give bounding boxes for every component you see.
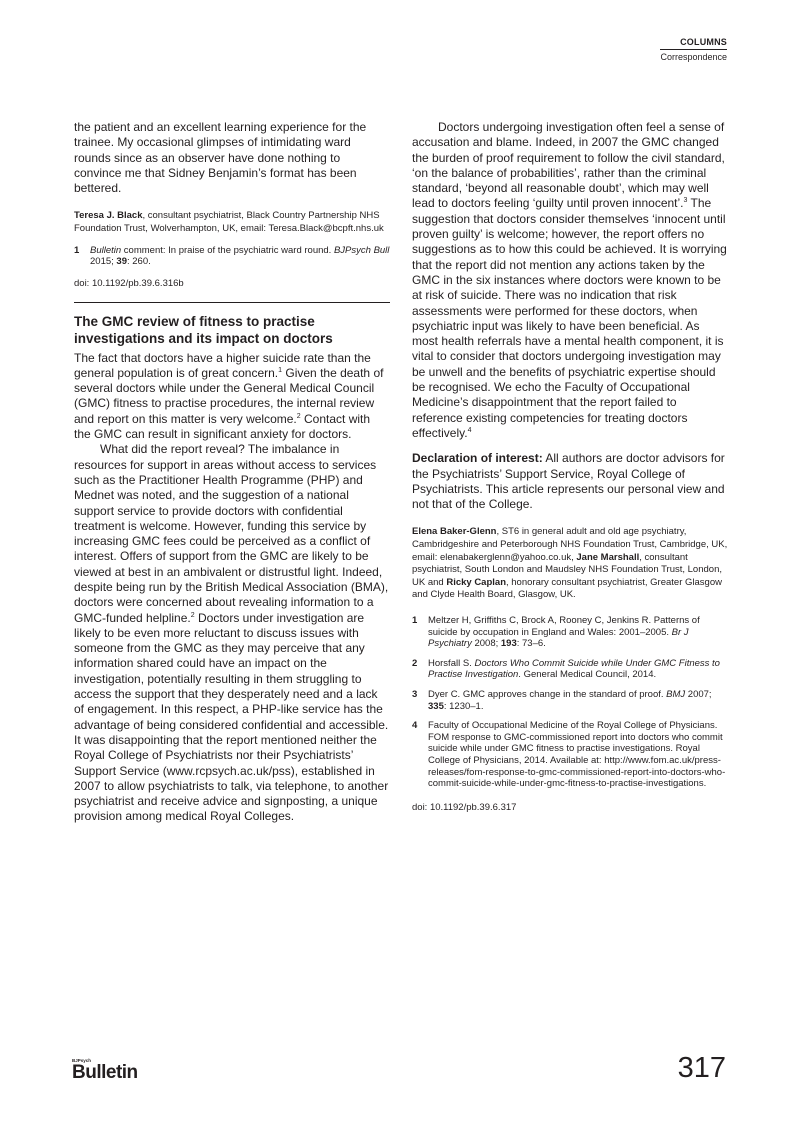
reference-list [74, 245, 390, 268]
journal-logo: BJPsych Bulletin [72, 1058, 138, 1083]
reference-item: 1 Bulletin comment: In praise of the psychiatric ward round. BJPsych Bull 2015; 39: 260. [74, 244, 390, 268]
section-divider [74, 302, 390, 303]
doi-link[interactable]: doi: 10.1192/pb.39.6.316b [74, 277, 184, 289]
right-column [412, 120, 728, 814]
reference-list [412, 615, 728, 790]
paragraph: What did the report reveal? The imbalance in resources for support in areas without access to services such as the Practitioner Health Programme (PHP) and Mednet was noted, and the suggestion of a national support service to provide doctors with confidential treatment is welcome. However, funding this service by increasing GMC fees could be perceived as a conflict of interest. Offers of support from the GMC are likely to be viewed at best in an ambivalent or distrustful light. Indeed, despite being run by the British Medical Association (BMA), doctors were concerned about revealing information to a GMC-funded helpline.$^2$ Doctors under investigation are likely to be even more reluctant to discuss issues with someone from the GMC as they may perceive that any information shared could have an impact on the investigation, potentially resulting in them struggling to access the support that they desperately need and a lack of engagement. In this respect, a PHP-like service has the advantage of being considered confidential and accessible. It was disappointing that the report mentioned neither the Royal College of Psychiatrists nor their Psychiatrists’ Support Service (www.rcpsych.ac.uk/pss), established in 2007 to allow psychiatrists to talk, via telephone, to another psychiatrist and receive advice and signposting, a unique provision among medical Royal Colleges. [74, 442, 389, 824]
reference-item: 1 Meltzer H, Griffiths C, Brock A, Rooney C, Jenkins R. Patterns of suicide by occupation in England and Wales: 2001–2005. Br J Psychiatry 2008; 193: 73–6. [412, 614, 700, 650]
section-subtitle: Correspondence [660, 52, 727, 62]
reference-item: 2 Horsfall S. Doctors Who Commit Suicide while Under GMC Fitness to Practise Investigation. General Medical Council, 2014. [412, 657, 720, 681]
author-signature: Teresa J. Black, consultant psychiatrist, Black Country Partnership NHS Foundation Trust, Wolverhampton, UK, email: Teresa.Black@bcpft.nhs.uk [74, 210, 384, 235]
author-name: Teresa J. Black [74, 210, 143, 222]
article-title: The GMC review of fitness to practise investigations and its impact on doctors [74, 313, 333, 346]
reference-item: 4 Faculty of Occupational Medicine of the Royal College of Physicians. FOM response to GMC-commissioned report into doctors who commit suicide while under GMC fitness to practise investigations. Royal College of Physicians, 2014. Available at: http://www.fom.ac.uk/press-releases/fom-response-to-gmc-commissioned-report-into-doctors-who-commit-suicide-while-under-gmc-fitness-to-practise-investigations. [412, 720, 726, 790]
running-header [660, 37, 727, 63]
paragraph: Doctors undergoing investigation often feel a sense of accusation and blame. Indeed, in 2007 the GMC changed the burden of proof requirement to follow the civil standard, ‘on the balance of probabilities’, rather than the criminal standard, ‘beyond all reasonable doubt’, which may well lead to doctors feeling ‘guilty until proven innocent’.$^3$ The suggestion that doctors consider themselves ‘innocent until proven guilty’ is welcome; however, the report offers no suggestions as to how this could be achieved. It is worrying that the report did not mention any actions taken by the GMC in the six instances where doctors were known to be at risk of suicide. There was no indication that risk assessments were performed for these doctors, when psychiatric input was likely to have been beneficial. As most health referrals have a mental health component, it is vital to consider that doctors undergoing investigation may be unwell and the benefits of psychiatric expertise should be recognised. We echo the Faculty of Occupational Medicine’s disappointment that the report failed to reference existing competencies for treating doctors effectively.$^4$ [412, 120, 727, 440]
doi-link[interactable]: doi: 10.1192/pb.39.6.317 [412, 801, 517, 813]
reference-item: 3 Dyer C. GMC approves change in the standard of proof. BMJ 2007; 335: 1230–1. [412, 688, 712, 712]
author-signature: Elena Baker-Glenn, ST6 in general adult and old age psychiatry, Cambridgeshire and Peterborough NHS Foundation Trust, Cambridge, UK, email: elenabakerglenn@yahoo.co.uk, Jane Marshall, consultant psychiatrist, South London and Maudsley NHS Foundation Trust, London, UK and Ricky Caplan, honorary consultant psychiatrist, Greater Glasgow and Clyde Health Board, Glasgow, UK. [412, 526, 728, 601]
header-rule [660, 49, 727, 50]
page-number: 317 [677, 1052, 726, 1084]
paragraph: The fact that doctors have a higher suicide rate than the general population is of great concern.$^1$ Given the death of several doctors while under the General Medical Council (GMC) fitness to practise procedures, the internal review and report on this matter is very welcome.$^2$ Contact with the GMC can result in significant anxiety for doctors. [74, 350, 384, 442]
section-title: COLUMNS [680, 37, 727, 47]
declaration-of-interest: Declaration of interest: All authors are doctor advisors for the Psychiatrists’ Support Service, Royal College of Psychiatrists. This article represents our personal view and not that of the College. [412, 451, 725, 512]
left-column [74, 120, 390, 825]
paragraph: the patient and an excellent learning experience for the trainee. My occasional glimpses of intimidating ward rounds since as an observer have done nothing to convince me that Sidney Benjamin’s format has been bettered. [74, 120, 367, 196]
